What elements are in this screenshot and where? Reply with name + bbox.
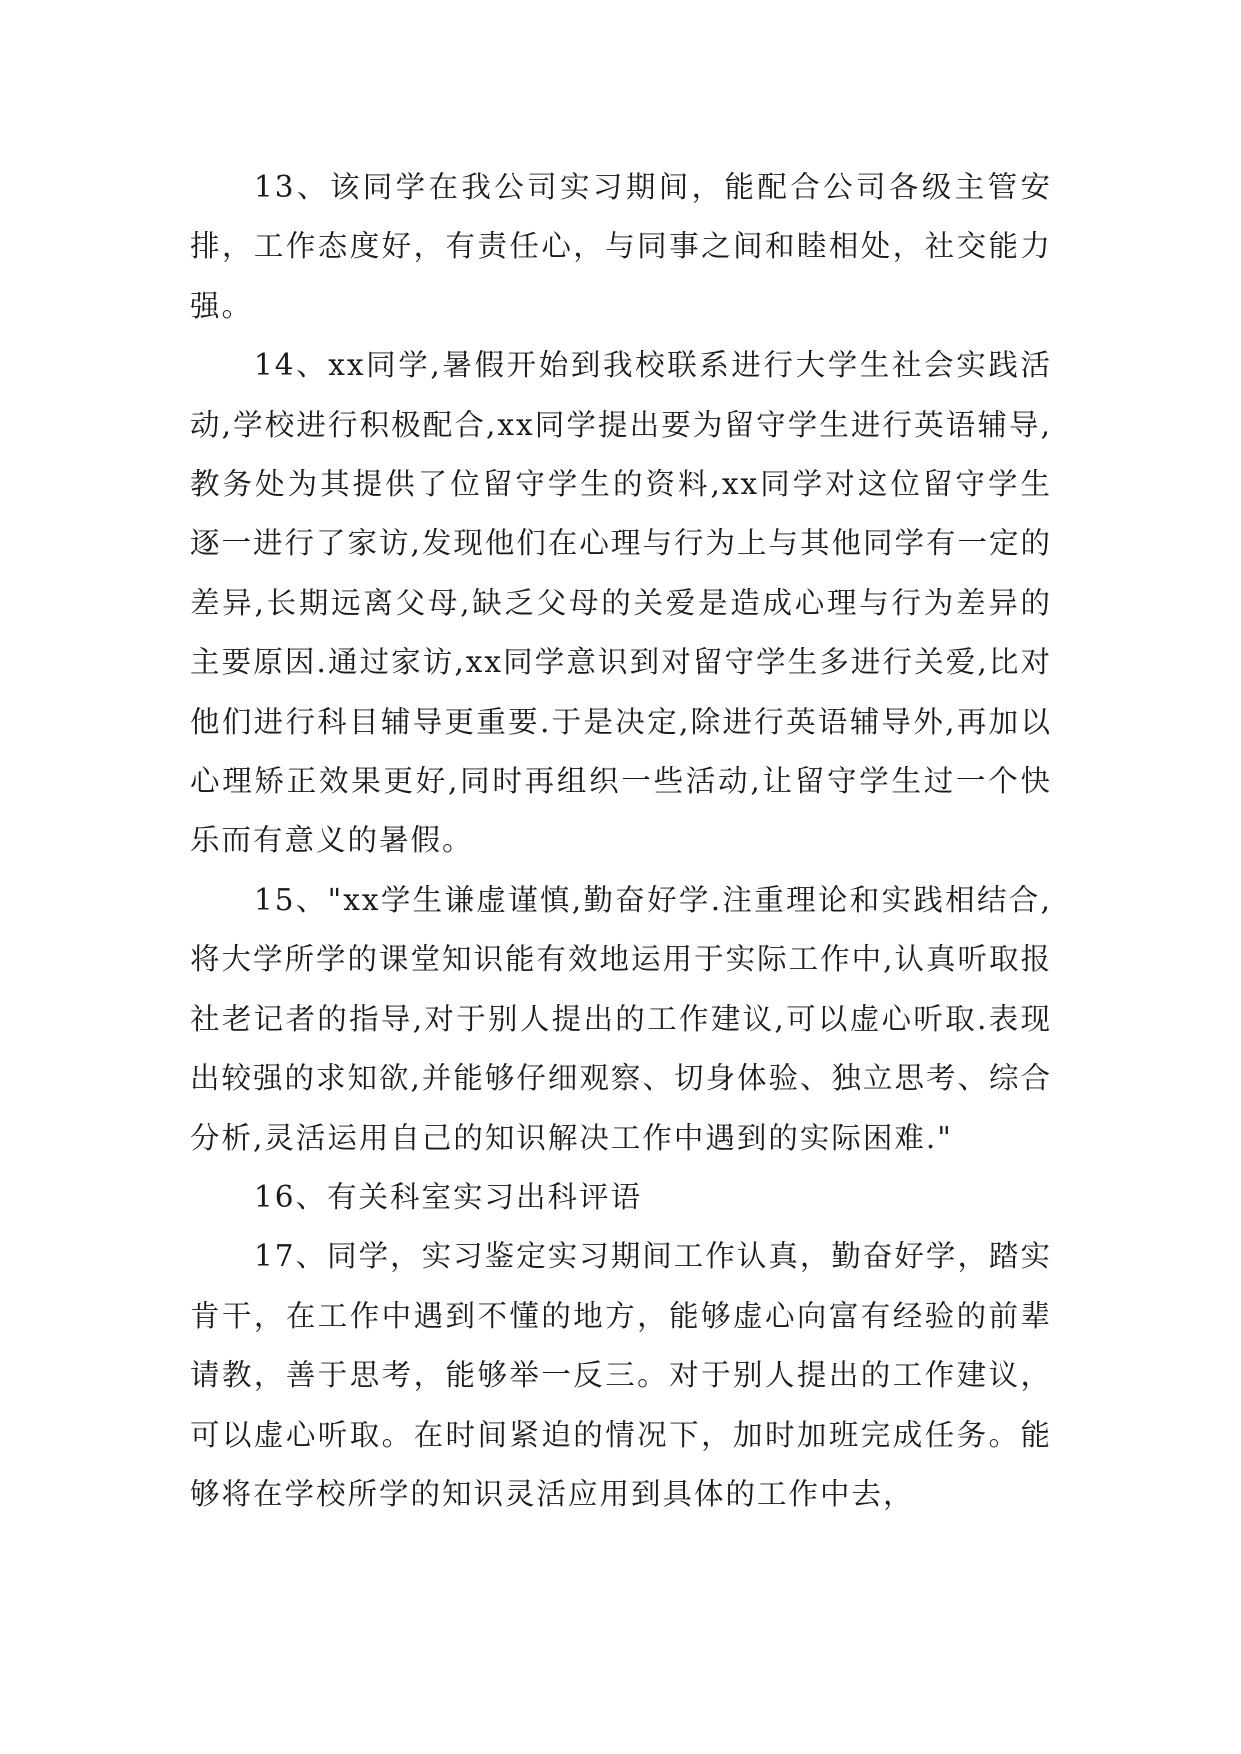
document-body: [190, 158, 1052, 1524]
paragraph-15: 15、"xx学生谦虚谨慎,勤奋好学.注重理论和实践相结合,将大学所学的课堂知识能有效地运用于实际工作中,认真听取报社老记者的指导,对于别人提出的工作建议,可以虚心听取.表现出较强的求知欲,并能够仔细观察、切身体验、独立思考、综合分析,灵活运用自己的知识解决工作中遇到的实际困难.": [190, 882, 1052, 1155]
paragraph-17: 17、同学，实习鉴定实习期间工作认真，勤奋好学，踏实肯干，在工作中遇到不懂的地方，能够虚心向富有经验的前辈请教，善于思考，能够举一反三。对于别人提出的工作建议，可以虚心听取。在时间紧迫的情况下，加时加班完成任务。能够将在学校所学的知识灵活应用到具体的工作中去，: [190, 1239, 1052, 1511]
paragraph-13: 13、该同学在我公司实习期间，能配合公司各级主管安排，工作态度好，有责任心，与同事之间和睦相处，社交能力强。: [190, 170, 1052, 323]
paragraph-16: 16、有关科室实习出科评语: [254, 1179, 643, 1214]
paragraph-14: 14、xx同学,暑假开始到我校联系进行大学生社会实践活动,学校进行积极配合,xx同学提出要为留守学生进行英语辅导,教务处为其提供了位留守学生的资料,xx同学对这位留守学生逐一进行了家访,发现他们在心理与行为上与其他同学有一定的差异,长期远离父母,缺乏父母的关爱是造成心理与行为差异的主要原因.通过家访,xx同学意识到对留守学生多进行关爱,比对他们进行科目辅导更重要.于是决定,除进行英语辅导外,再加以心理矫正效果更好,同时再组织一些活动,让留守学生过一个快乐而有意义的暑假。: [190, 348, 1052, 858]
